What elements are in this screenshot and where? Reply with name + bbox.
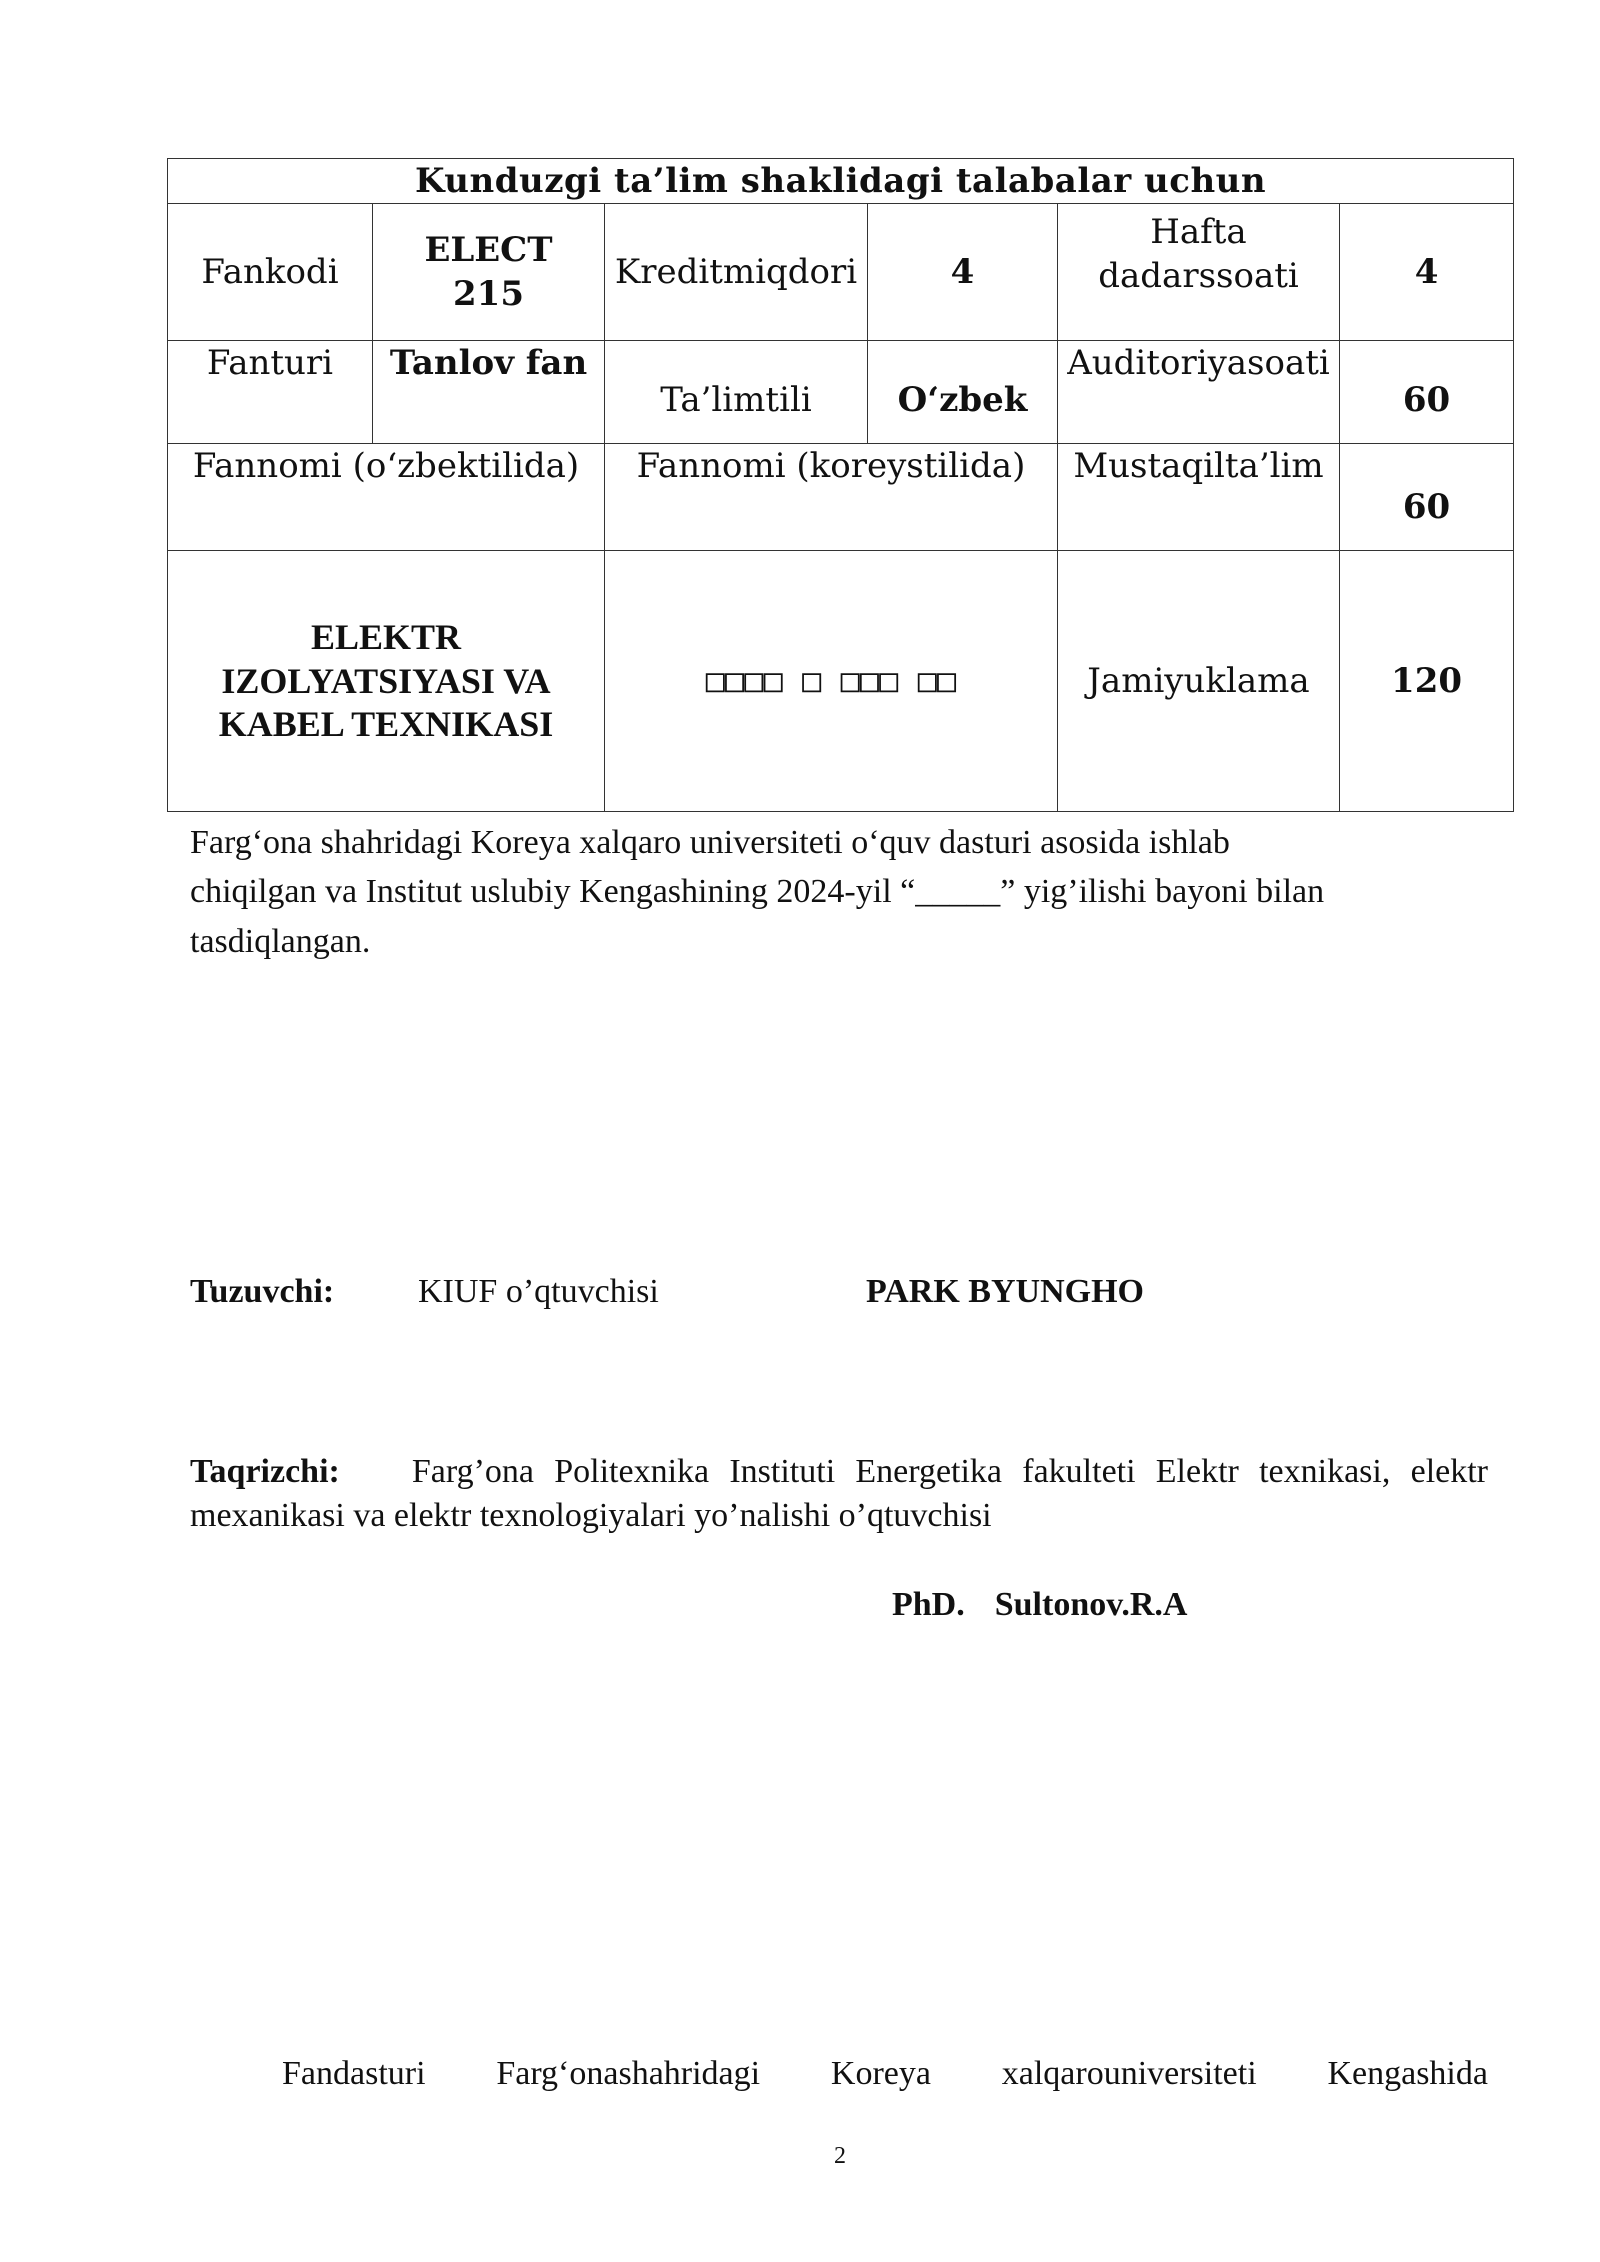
approval-line-3: tasdiqlangan. xyxy=(190,922,371,960)
fan-kodi-value-line2: 215 xyxy=(453,274,524,315)
hafta-value: 4 xyxy=(1340,204,1514,341)
reviewer-label: Taqrizchi: xyxy=(190,1453,340,1490)
author-label: Tuzuvchi: xyxy=(190,1273,335,1310)
fan-turi-value: Tanlov fan xyxy=(373,341,605,444)
talim-tili-value: O‘zbek xyxy=(868,341,1058,444)
author-role: KIUF o’qtuvchisi xyxy=(418,1273,659,1310)
fan-kodi-value xyxy=(373,204,605,341)
mustaqil-value: 60 xyxy=(1340,444,1514,551)
hafta-label-line2: dadarssoati xyxy=(1098,256,1299,297)
auditoriya-label: Auditoriyasoati xyxy=(1058,341,1340,444)
kredit-value: 4 xyxy=(868,204,1058,341)
table-caption: Kunduzgi ta’lim shaklidagi talabalar uchun xyxy=(168,159,1514,204)
fan-nomi-ko-label: Fannomi (koreystilida) xyxy=(605,444,1058,551)
approval-line-2: chiqilgan va Institut uslubiy Kengashining 2024-yil “_____” yig’ilishi bayoni bilan xyxy=(190,873,1325,911)
auditoriya-value: 60 xyxy=(1340,341,1514,444)
jami-label: Jamiyuklama xyxy=(1058,551,1340,812)
reviewer-degree: PhD. xyxy=(892,1586,965,1623)
fan-turi-label: Fanturi xyxy=(168,341,373,444)
reviewer-text: Farg’ona Politexnika Instituti Energetika fakulteti Elektr texnikasi, elektr mexanikasi va elektr texnologiyalari yo’nalishi o’qtuvchisi xyxy=(190,1453,1488,1535)
approval-paragraph xyxy=(190,818,1480,966)
fan-nomi-uz-line3: KABEL TEXNIKASI xyxy=(218,703,554,744)
approval-line-1: Farg‘ona shahridagi Koreya xalqaro universiteti o‘quv dasturi asosida ishlab xyxy=(190,824,1230,861)
course-info-table xyxy=(167,158,1514,812)
footer-word: Koreya xyxy=(830,2055,931,2092)
fan-nomi-uz-line2: IZOLYATSIYASI VA xyxy=(221,660,551,701)
footer-word: Farg‘onashahridagi xyxy=(496,2055,761,2092)
fan-kodi-value-line1: ELECT xyxy=(424,230,553,270)
reviewer-name: Sultonov.R.A xyxy=(994,1586,1188,1623)
fan-nomi-uz-label: Fannomi (o‘zbektilida) xyxy=(168,444,605,551)
page-number: 2 xyxy=(834,2143,846,2169)
talim-tili-label: Ta’limtili xyxy=(605,341,868,444)
footer-word: xalqarouniversiteti xyxy=(1001,2055,1257,2092)
jami-value: 120 xyxy=(1340,551,1514,812)
fan-nomi-uz-line1: ELEKTR xyxy=(310,617,462,658)
hafta-label-line1: Hafta xyxy=(1150,212,1247,253)
fan-kodi-label: Fankodi xyxy=(168,204,373,341)
footer-word: Kengashida xyxy=(1327,2055,1488,2092)
footer-word: Fandasturi xyxy=(282,2055,426,2092)
fan-nomi-ko-value: □□□□ □ □□□ □□ xyxy=(605,551,1058,812)
author-name: PARK BYUNGHO xyxy=(866,1273,1144,1310)
footer-line xyxy=(282,2055,1488,2093)
reviewer-signature xyxy=(892,1580,1187,1629)
kredit-label: Kreditmiqdori xyxy=(605,204,868,341)
hafta-label xyxy=(1058,204,1340,341)
mustaqil-label: Mustaqilta’lim xyxy=(1058,444,1340,551)
reviewer-block xyxy=(190,1450,1488,1538)
fan-nomi-uz-value xyxy=(168,551,605,812)
